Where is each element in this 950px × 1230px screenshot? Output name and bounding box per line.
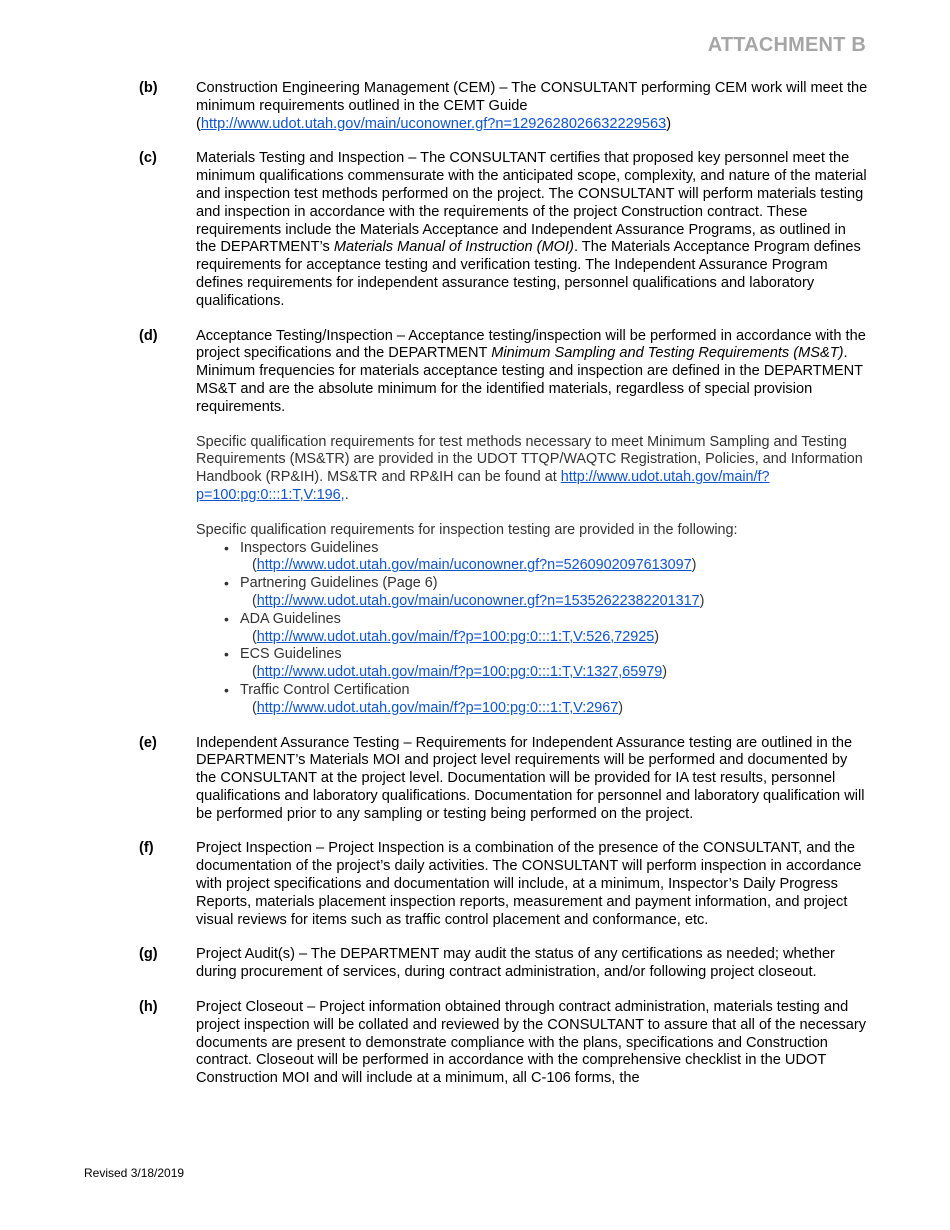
list-item: • Inspectors Guidelines (http://www.udot.utah.gov/main/uconowner.gf?n=5260902097613097)	[224, 540, 869, 576]
attachment-label: ATTACHMENT B	[707, 34, 866, 56]
bullet-link[interactable]: http://www.udot.utah.gov/main/f?p=100:pg:0:::1:T,V:526,72925	[256, 628, 655, 645]
section-text-a: Acceptance Testing/Inspection – Acceptance testing/inspection will be performed in accordance with the project specifications and the DEPARTMENT	[196, 327, 866, 362]
section-body	[196, 150, 869, 310]
paren-open: (	[196, 115, 201, 132]
qualification-subsection	[196, 434, 869, 718]
section-letter: (h)	[139, 999, 158, 1016]
bullet-link[interactable]: http://www.udot.utah.gov/main/uconowner.gf?n=15352622382201317	[256, 592, 700, 609]
section-c	[139, 150, 869, 310]
section-body	[196, 735, 869, 824]
section-text-italic: Minimum Sampling and Testing Requirements (MS&T)	[491, 345, 844, 362]
document-body	[139, 80, 869, 1105]
section-letter: (c)	[139, 150, 157, 167]
section-b	[139, 80, 869, 133]
rpih-link[interactable]: http://www.udot.utah.gov/main/f?p=100:pg:0:::1:T,V:196,	[196, 469, 770, 503]
sub-end: .	[344, 486, 349, 503]
list-item: • Partnering Guidelines (Page 6) (http://www.udot.utah.gov/main/uconowner.gf?n=15352622382201317)	[224, 575, 869, 611]
section-body	[196, 840, 869, 929]
section-text-b: . Minimum frequencies for materials acceptance testing and inspection are defined in the DEPARTMENT MS&T and are the absolute minimum for the identified materials, regardless of special provision requirements.	[196, 345, 863, 415]
section-body	[196, 999, 869, 1088]
section-g	[139, 946, 869, 982]
section-letter: (f)	[139, 840, 154, 857]
bullet-label: Partnering Guidelines (Page 6)	[240, 575, 438, 592]
section-d	[139, 328, 869, 718]
paren-close: )	[666, 115, 672, 132]
guidelines-list	[196, 540, 869, 718]
cemt-guide-link[interactable]: http://www.udot.utah.gov/main/uconowner.gf?n=1292628026632229563	[200, 115, 667, 132]
bullet-label: ECS Guidelines	[240, 646, 342, 663]
list-item: • ADA Guidelines (http://www.udot.utah.gov/main/f?p=100:pg:0:::1:T,V:526,72925)	[224, 611, 869, 647]
list-item: • Traffic Control Certification (http://www.udot.utah.gov/main/f?p=100:pg:0:::1:T,V:2967)	[224, 682, 869, 718]
list-item: • ECS Guidelines (http://www.udot.utah.gov/main/f?p=100:pg:0:::1:T,V:1327,65979)	[224, 646, 869, 682]
section-body	[196, 328, 869, 718]
section-f	[139, 840, 869, 929]
bullet-label: Traffic Control Certification	[240, 681, 410, 698]
section-text-b: . The Materials Acceptance Program defines requirements for acceptance testing and verification testing. The Independent Assurance Program defines requirements for independent assurance testing, personnel qualifications and laboratory qualifications.	[196, 239, 861, 309]
section-body	[196, 946, 869, 982]
sub-text: Specific qualification requirements for test methods necessary to meet Minimum Sampling and Testing Requirements (MS&TR) are provided in the UDOT TTQP/WAQTC Registration, Policies, and Information Handbook (RP&IH). MS&TR and RP&IH can be found at	[196, 433, 863, 486]
section-text: Project Inspection – Project Inspection is a combination of the presence of the CONSULTANT, and the documentation of the project’s daily activities. The CONSULTANT will perform inspection in accordance with project specifications and documentation will include, at a minimum, Inspector’s Daily Progress Reports, materials placement inspection reports, measurement and payment information, and project visual reviews for items such as traffic control placement and conformance, etc.	[196, 840, 862, 928]
section-text-a: Materials Testing and Inspection – The CONSULTANT certifies that proposed key personnel meet the minimum qualifications commensurate with the anticipated scope, complexity, and nature of the material and inspection test methods performed on the project. The CONSULTANT will perform materials testing and inspection in accordance with the requirements of the project Construction contract. These requirements include the Materials Acceptance and Independent Assurance Programs, as outlined in the DEPARTMENT’s	[196, 150, 867, 256]
section-e	[139, 735, 869, 824]
section-h	[139, 999, 869, 1088]
section-text: Project Audit(s) – The DEPARTMENT may audit the status of any certifications as needed; whether during procurement of services, during contract administration, and/or following project closeout.	[196, 946, 835, 981]
section-text: Construction Engineering Management (CEM) – The CONSULTANT performing CEM work will meet the minimum requirements outlined in the CEMT Guide	[196, 80, 868, 114]
section-letter: (g)	[139, 946, 158, 963]
sub-text-2: Specific qualification requirements for inspection testing are provided in the following:	[196, 521, 738, 538]
revision-date: Revised 3/18/2019	[84, 1166, 185, 1180]
bullet-label: Inspectors Guidelines	[240, 539, 379, 556]
section-text-italic: Materials Manual of Instruction (MOI)	[333, 239, 574, 256]
bullet-link[interactable]: http://www.udot.utah.gov/main/f?p=100:pg:0:::1:T,V:2967	[256, 699, 619, 716]
section-letter: (d)	[139, 327, 158, 344]
bullet-link[interactable]: http://www.udot.utah.gov/main/f?p=100:pg:0:::1:T,V:1327,65979	[256, 664, 663, 681]
bullet-link[interactable]: http://www.udot.utah.gov/main/uconowner.gf?n=5260902097613097	[256, 557, 692, 574]
section-letter: (b)	[139, 80, 158, 96]
section-letter: (e)	[139, 734, 157, 751]
section-text: Independent Assurance Testing – Requirements for Independent Assurance testing are outlined in the DEPARTMENT’s Materials MOI and project level requirements will be performed and documented by the CONSULTANT at the project level. Documentation will be provided for IA test results, personnel qualifications and laboratory qualifications. Documentation for personnel and laboratory qualification will be performed prior to any sampling or testing being performed on the project.	[196, 734, 865, 822]
bullet-label: ADA Guidelines	[240, 610, 341, 627]
section-body	[196, 80, 869, 133]
section-text: Project Closeout – Project information obtained through contract administration, materials testing and project inspection will be collated and reviewed by the CONSULTANT to assure that all of the necessary documents are present to demonstrate compliance with the plans, specifications and Construction contract. Closeout will be performed in accordance with the comprehensive checklist in the UDOT Construction MOI and will include at a minimum, all C-106 forms, the	[196, 999, 867, 1087]
